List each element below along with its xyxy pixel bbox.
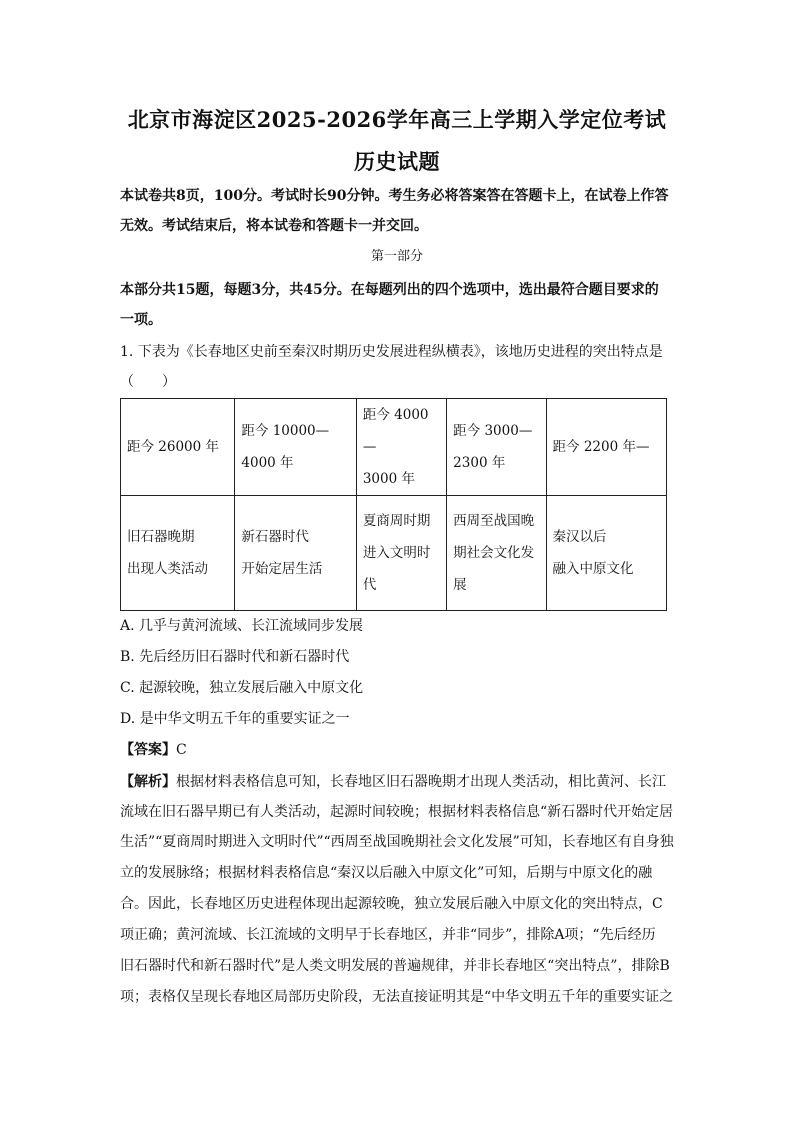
instructions-line-2: 无效。考试结束后，将本试卷和答题卡一并交回。: [120, 218, 428, 234]
subject-title: 历史试题: [354, 149, 440, 174]
table-cell: 西周至战国晚 期社会文化发 展: [447, 496, 546, 611]
answer-label: 【答案】: [120, 742, 176, 758]
option-c: C. 起源较晚，独立发展后融入中原文化: [120, 680, 364, 696]
question-stem-line-1: 1. 下表为《长春地区史前至秦汉时期历史发展进程纵横表》，该地历史进程的突出特点是: [120, 344, 663, 360]
analysis-line-4: 立的发展脉络；根据材料表格信息“秦汉以后融入中原文化”可知，后期与中原文化的融: [120, 865, 653, 881]
section-desc-line-2: 一项。: [120, 312, 162, 328]
table-cell: 距今 26000 年: [121, 399, 235, 496]
option-b: B. 先后经历旧石器时代和新石器时代: [120, 649, 350, 665]
table-cell: 距今 2200 年—: [546, 399, 666, 496]
option-d: D. 是中华文明五千年的重要实证之一: [120, 711, 350, 727]
analysis-line-5: 合。因此，长春地区历史进程体现出起源较晚，独立发展后融入中原文化的突出特点，C: [120, 896, 663, 912]
answer-line: [120, 740, 680, 760]
analysis-line-8: 项；表格仅呈现长春地区局部历史阶段，无法直接证明其是“中华文明五千年的重要实证之: [120, 989, 674, 1005]
question-stem-line-2: （ ）: [120, 374, 176, 390]
answer-value: C: [176, 742, 187, 758]
table-cell: 新石器时代 开始定居生活: [235, 496, 356, 611]
table-cell: 秦汉以后 融入中原文化: [546, 496, 666, 611]
option-a: A. 几乎与黄河流域、长江流域同步发展: [120, 618, 364, 634]
table-header-row: [121, 399, 667, 496]
table-cell: 距今 4000— 3000 年: [356, 399, 446, 496]
table-content-row: [121, 496, 667, 611]
analysis-line-1: 【解析】根据材料表格信息可知，长春地区旧石器晚期才出现人类活动，相比黄河、长江: [120, 774, 666, 790]
analysis-line-3: 生活”“夏商周时期进入文明时代”“西周至战国晚期社会文化发展”可知，长春地区有自身独: [120, 834, 674, 850]
exam-title: 北京市海淀区2025-2026学年高三上学期入学定位考试: [127, 107, 667, 132]
table-cell: 夏商周时期 进入文明时 代: [356, 496, 446, 611]
history-timeline-table: [120, 398, 667, 611]
table-cell: 距今 3000— 2300 年: [447, 399, 546, 496]
analysis-line-7: 旧石器时代和新石器时代”是人类文明发展的普遍规律，并非长春地区“突出特点”，排除B: [120, 958, 670, 974]
section-title: 第一部分: [370, 249, 423, 264]
table-cell: 旧石器晚期 出现人类活动: [121, 496, 235, 611]
instructions-line-1: 本试卷共8页，100分。考试时长90分钟。考生务必将答案答在答题卡上，在试卷上作答: [120, 188, 669, 204]
analysis-line-2: 流域在旧石器早期已有人类活动，起源时间较晚；根据材料表格信息“新石器时代开始定居: [120, 804, 674, 820]
table-cell: 距今 10000— 4000 年: [235, 399, 356, 496]
section-desc-line-1: 本部分共15题，每题3分，共45分。在每题列出的四个选项中，选出最符合题目要求的: [120, 282, 659, 298]
analysis-line-6: 项正确；黄河流域、长江流域的文明早于长春地区，并非“同步”，排除A项；“先后经历: [120, 927, 656, 943]
analysis-label: 【解析】: [120, 774, 176, 790]
